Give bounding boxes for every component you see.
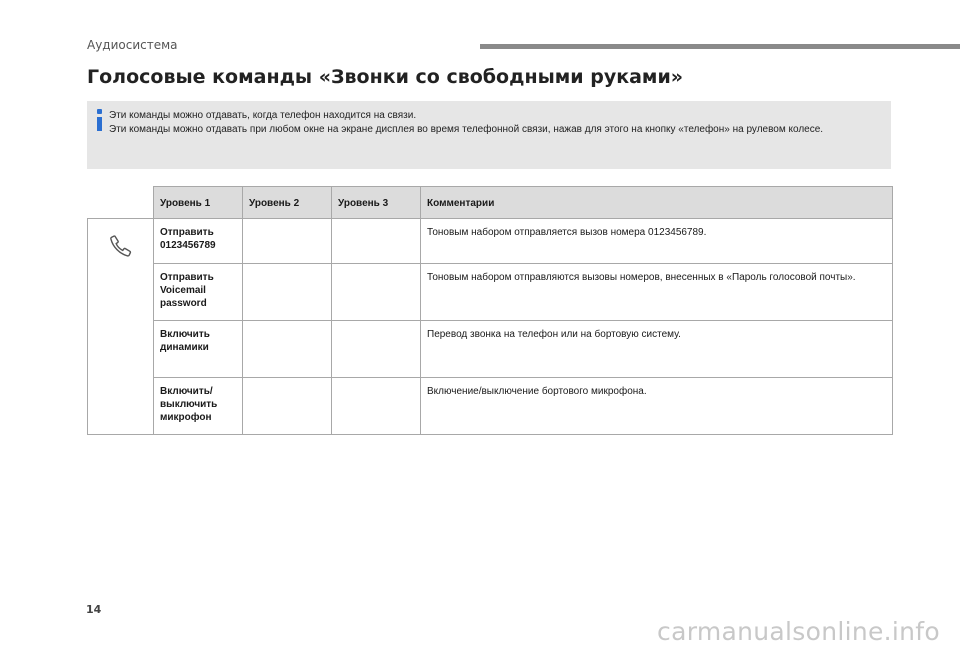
- info-text: [109, 109, 823, 136]
- level3-cell: [332, 378, 421, 435]
- header-blank-cell: [88, 187, 154, 219]
- info-line-2: Эти команды можно отдавать при любом окне на экране дисплея во время телефонной связи, нажав для этого на кнопку «телефон» на рулевом колесе.: [109, 123, 824, 135]
- info-box: [87, 101, 891, 169]
- table-header-row: [88, 187, 893, 219]
- column-header-level2: Уровень 2: [243, 187, 332, 219]
- phone-icon-cell: [88, 219, 154, 435]
- watermark: carmanualsonline.info: [657, 617, 940, 646]
- commands-table: [87, 186, 893, 435]
- info-line-1: Эти команды можно отдавать, когда телефон находится на связи.: [109, 110, 417, 121]
- section-label: Аудиосистема: [87, 38, 178, 52]
- level3-cell: [332, 264, 421, 321]
- level2-cell: [243, 264, 332, 321]
- phone-handset-icon: [108, 233, 134, 259]
- table-row: [88, 378, 893, 435]
- column-header-level3: Уровень 3: [332, 187, 421, 219]
- level2-cell: [243, 219, 332, 264]
- level3-cell: [332, 219, 421, 264]
- info-icon: [95, 109, 105, 131]
- level3-cell: [332, 321, 421, 378]
- table-row: [88, 264, 893, 321]
- column-header-level1: Уровень 1: [154, 187, 243, 219]
- header-bar: [480, 44, 960, 49]
- comment-cell: Перевод звонка на телефон или на бортовую систему.: [421, 321, 893, 378]
- level1-cell: Включить/ выключить микрофон: [154, 378, 243, 435]
- table-row: [88, 219, 893, 264]
- level1-cell: Включить динамики: [154, 321, 243, 378]
- level1-cell: Отправить 0123456789: [154, 219, 243, 264]
- column-header-comments: Комментарии: [421, 187, 893, 219]
- comment-cell: Включение/выключение бортового микрофона.: [421, 378, 893, 435]
- level2-cell: [243, 321, 332, 378]
- table-row: [88, 321, 893, 378]
- comment-cell: Тоновым набором отправляются вызовы номеров, внесенных в «Пароль голосовой почты».: [421, 264, 893, 321]
- level1-cell: Отправить Voicemail password: [154, 264, 243, 321]
- level2-cell: [243, 378, 332, 435]
- comment-cell: Тоновым набором отправляется вызов номера 0123456789.: [421, 219, 893, 264]
- page-title: Голосовые команды «Звонки со свободными руками»: [87, 66, 684, 88]
- page-number: 14: [86, 603, 102, 616]
